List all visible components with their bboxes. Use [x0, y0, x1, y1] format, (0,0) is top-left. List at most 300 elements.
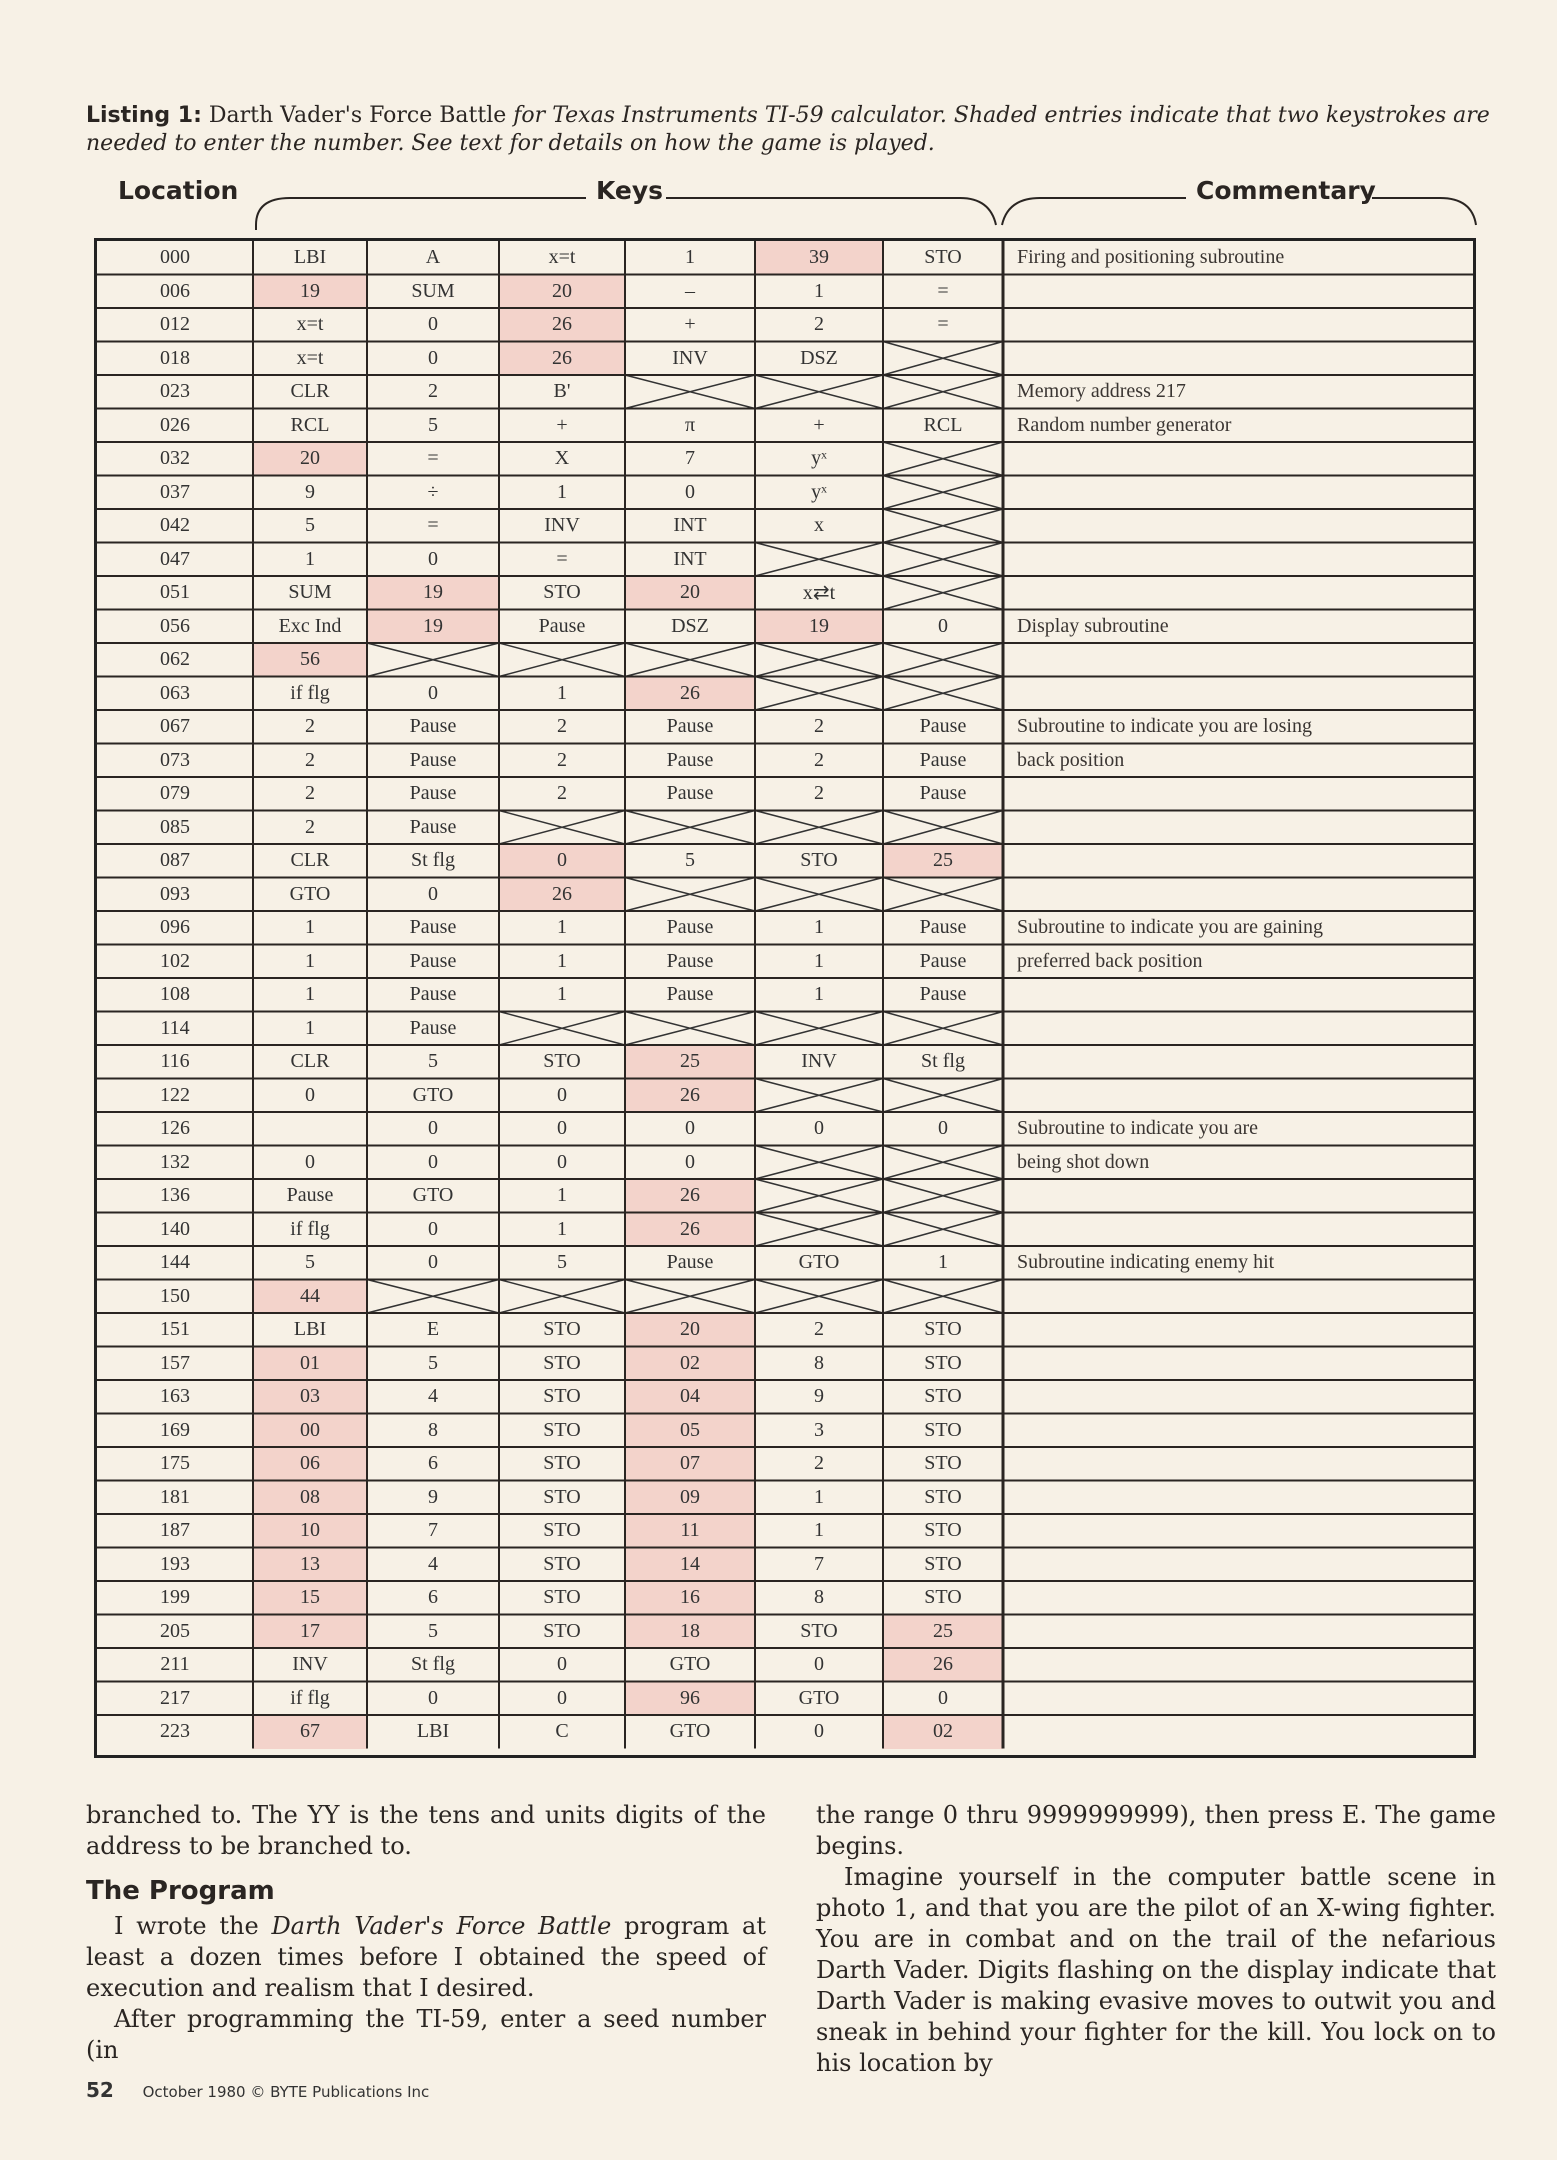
key-cell: 2	[557, 715, 567, 738]
key-cell: 6	[428, 1586, 438, 1609]
page-number: 52	[86, 2078, 114, 2102]
key-cell: LBI	[293, 246, 327, 269]
key-cell: 2	[814, 1452, 824, 1475]
key-cell: C	[555, 1720, 569, 1743]
location-cell: 157	[160, 1351, 190, 1374]
commentary-cell: preferred back position	[1017, 949, 1203, 972]
key-cell: Pause	[409, 782, 457, 805]
key-cell: 2	[814, 1318, 824, 1341]
key-cell: 1	[814, 983, 824, 1006]
key-cell: 00	[253, 1414, 367, 1448]
key-cell: GTO	[289, 882, 331, 905]
key-cell: A	[425, 246, 441, 269]
key-cell: 1	[305, 547, 315, 570]
key-cell: Pause	[666, 1251, 714, 1274]
key-cell: 26	[625, 1079, 755, 1113]
key-cell: 0	[814, 1117, 824, 1140]
key-cell: STO	[543, 581, 581, 604]
header-braces	[0, 180, 1557, 230]
key-cell: 0	[428, 1117, 438, 1140]
key-cell: Pause	[409, 916, 457, 939]
key-cell: 0	[305, 1083, 315, 1106]
key-cell: Pause	[666, 983, 714, 1006]
key-cell: 03	[253, 1380, 367, 1414]
location-cell: 037	[160, 480, 190, 503]
page-footer	[86, 2078, 429, 2102]
location-cell: 085	[160, 815, 190, 838]
key-cell: 0	[557, 1117, 567, 1140]
key-cell: GTO	[669, 1720, 711, 1743]
key-cell: 19	[367, 610, 499, 644]
location-cell: 063	[160, 681, 190, 704]
location-cell: 062	[160, 648, 190, 671]
program-listing-table	[94, 238, 1476, 1758]
keys-brace-right	[666, 198, 996, 225]
key-cell: STO	[543, 1485, 581, 1508]
key-cell: 2	[814, 715, 824, 738]
key-cell: 7	[685, 447, 695, 470]
key-cell: 26	[499, 342, 625, 376]
key-cell: 14	[625, 1548, 755, 1582]
key-cell: 26	[625, 1179, 755, 1213]
key-cell: 5	[305, 1251, 315, 1274]
key-cell: Pause	[538, 614, 586, 637]
key-cell: 67	[253, 1715, 367, 1749]
caption-for: for	[513, 103, 546, 128]
key-cell: 17	[253, 1615, 367, 1649]
commentary-cell: Random number generator	[1017, 413, 1232, 436]
key-cell: x	[814, 514, 824, 537]
key-cell: 13	[253, 1548, 367, 1582]
key-cell: x=t	[548, 246, 576, 269]
key-cell: SUM	[411, 279, 455, 302]
location-cell: 026	[160, 413, 190, 436]
key-cell: 06	[253, 1447, 367, 1481]
location-cell: 023	[160, 380, 190, 403]
key-cell: 2	[814, 748, 824, 771]
key-cell: STO	[800, 849, 838, 872]
key-cell: 3	[814, 1418, 824, 1441]
key-cell: =	[937, 313, 949, 336]
key-cell: =	[427, 447, 439, 470]
key-cell: Pause	[409, 715, 457, 738]
key-cell: 1	[814, 916, 824, 939]
keys-brace-left	[256, 198, 586, 230]
key-cell: 5	[428, 1619, 438, 1642]
key-cell: 7	[814, 1552, 824, 1575]
key-cell: STO	[543, 1385, 581, 1408]
key-cell: STO	[924, 1519, 962, 1542]
key-cell: 07	[625, 1447, 755, 1481]
key-cell: 1	[814, 1485, 824, 1508]
key-cell: INT	[673, 514, 707, 537]
key-cell: 0	[557, 1653, 567, 1676]
key-cell: GTO	[412, 1083, 454, 1106]
location-cell: 151	[160, 1318, 190, 1341]
key-cell: 0	[685, 1150, 695, 1173]
key-cell: INV	[544, 514, 580, 537]
key-cell: 01	[253, 1347, 367, 1381]
location-cell: 093	[160, 882, 190, 905]
location-cell: 096	[160, 916, 190, 939]
key-cell: STO	[543, 1050, 581, 1073]
commentary-cell: Subroutine to indicate you are gaining	[1017, 916, 1324, 939]
key-cell: 2	[305, 715, 315, 738]
key-cell: 0	[557, 1150, 567, 1173]
key-cell: STO	[543, 1519, 581, 1542]
location-cell: 047	[160, 547, 190, 570]
commentary-cell: Memory address 217	[1017, 380, 1186, 403]
location-cell: 150	[160, 1284, 190, 1307]
key-cell: CLR	[290, 380, 330, 403]
key-cell: STO	[543, 1552, 581, 1575]
key-cell: SUM	[288, 581, 332, 604]
key-cell: 9	[305, 480, 315, 503]
key-cell: 0	[814, 1720, 824, 1743]
key-cell: LBI	[416, 1720, 450, 1743]
location-cell: 018	[160, 346, 190, 369]
key-cell: 19	[755, 610, 883, 644]
key-cell: St flg	[411, 849, 455, 872]
location-cell: 211	[160, 1653, 190, 1676]
key-cell: X	[554, 447, 570, 470]
key-cell: 20	[625, 576, 755, 610]
key-cell: 2	[557, 782, 567, 805]
key-cell: 10	[253, 1514, 367, 1548]
key-cell: x=t	[296, 346, 324, 369]
key-cell: Pause	[666, 715, 714, 738]
paragraph-imagine: Imagine yourself in the computer battle scene in photo 1, and that you are the pilot of an X-wing fighter. You are in combat and on the trail of the nefarious Darth Vader. Digits flashing on the display indicate that Darth Vader is making evasive moves to outwit you and sneak in behind your fighter for the kill. You lock on to his location by	[816, 1863, 1496, 2077]
commentary-cell: Subroutine to indicate you are losing	[1017, 715, 1312, 738]
key-cell: STO	[924, 246, 962, 269]
commentary-cell: being shot down	[1017, 1150, 1150, 1173]
key-cell: 1	[938, 1251, 948, 1274]
key-cell: 02	[883, 1715, 1003, 1749]
key-cell: 44	[253, 1280, 367, 1314]
key-cell: STO	[924, 1485, 962, 1508]
key-cell: 2	[814, 782, 824, 805]
key-cell: 19	[253, 275, 367, 309]
key-cell: Pause	[409, 815, 457, 838]
key-cell: 0	[428, 1150, 438, 1173]
key-cell: 2	[305, 815, 315, 838]
key-cell: 5	[428, 1351, 438, 1374]
key-cell: 1	[814, 949, 824, 972]
key-cell: 1	[305, 949, 315, 972]
key-cell: 0	[557, 1083, 567, 1106]
key-cell: 0	[428, 346, 438, 369]
key-cell: 1	[557, 681, 567, 704]
key-cell: =	[556, 547, 568, 570]
key-cell: 20	[625, 1313, 755, 1347]
location-cell: 073	[160, 748, 190, 771]
caption-product: Texas Instruments TI-59 calculator.	[552, 103, 947, 128]
key-cell: x=t	[296, 313, 324, 336]
key-cell: 7	[428, 1519, 438, 1542]
location-cell: 102	[160, 949, 190, 972]
key-cell: 0	[938, 614, 948, 637]
key-cell: 08	[253, 1481, 367, 1515]
key-cell: DSZ	[671, 614, 709, 637]
listing-caption	[86, 102, 1496, 158]
key-cell: STO	[543, 1418, 581, 1441]
commentary-cell: Subroutine indicating enemy hit	[1017, 1251, 1275, 1274]
key-cell: 04	[625, 1380, 755, 1414]
key-cell: 16	[625, 1581, 755, 1615]
paragraph-program	[86, 1911, 766, 2004]
key-cell: =	[937, 279, 949, 302]
key-cell: Pause	[409, 983, 457, 1006]
key-cell: 26	[499, 878, 625, 912]
key-cell: STO	[543, 1351, 581, 1374]
key-cell: Pause	[666, 916, 714, 939]
location-cell: 187	[160, 1519, 190, 1542]
location-cell: 136	[160, 1184, 190, 1207]
key-cell: Pause	[286, 1184, 334, 1207]
key-cell: 26	[625, 677, 755, 711]
key-cell: 2	[305, 748, 315, 771]
key-cell: RCL	[923, 413, 963, 436]
location-cell: 181	[160, 1485, 190, 1508]
header-location: Location	[118, 176, 239, 205]
key-cell: yˣ	[811, 447, 827, 470]
key-cell: CLR	[290, 1050, 330, 1073]
key-cell: Pause	[919, 715, 967, 738]
header-commentary: Commentary	[1196, 176, 1376, 205]
paragraph-program-title: Darth Vader's Force Battle	[271, 1912, 612, 1940]
commentary-cell: Display subroutine	[1017, 614, 1169, 637]
key-cell: RCL	[290, 413, 330, 436]
paragraph-range: the range 0 thru 9999999999), then press E. The game begins.	[816, 1801, 1496, 1860]
key-cell: STO	[924, 1351, 962, 1374]
key-cell: Pause	[409, 748, 457, 771]
key-cell: B'	[553, 380, 571, 403]
key-cell: 39	[755, 241, 883, 275]
key-cell: 26	[625, 1213, 755, 1247]
key-cell: 9	[814, 1385, 824, 1408]
commentary-cell: back position	[1017, 748, 1125, 771]
key-cell: 25	[883, 844, 1003, 878]
location-cell: 087	[160, 849, 190, 872]
key-cell: 0	[428, 681, 438, 704]
key-cell: if flg	[290, 1686, 330, 1709]
location-cell: 217	[160, 1686, 190, 1709]
key-cell: St flg	[411, 1653, 455, 1676]
location-cell: 163	[160, 1385, 190, 1408]
key-cell: STO	[924, 1452, 962, 1475]
table-grid	[97, 241, 1473, 1755]
caption-label: Listing 1:	[86, 103, 202, 128]
key-cell: 26	[883, 1648, 1003, 1682]
key-cell: 56	[253, 643, 367, 677]
key-cell: Pause	[919, 782, 967, 805]
location-cell: 140	[160, 1217, 190, 1240]
key-cell: GTO	[669, 1653, 711, 1676]
key-cell: Pause	[666, 949, 714, 972]
location-cell: 000	[160, 246, 190, 269]
location-cell: 006	[160, 279, 190, 302]
key-cell: Pause	[919, 983, 967, 1006]
location-cell: 116	[160, 1050, 190, 1073]
paragraph-branched: branched to. The YY is the tens and units digits of the address to be branched to.	[86, 1801, 766, 1860]
location-cell: 114	[160, 1016, 190, 1039]
key-cell: 1	[557, 480, 567, 503]
key-cell: 1	[814, 1519, 824, 1542]
key-cell: GTO	[798, 1251, 840, 1274]
key-cell: 0	[685, 1117, 695, 1140]
caption-rest: Shaded entries indicate that two keystrokes are needed to enter the number. See text for details on how the game is played.	[86, 103, 1490, 156]
key-cell: STO	[924, 1586, 962, 1609]
key-cell: 19	[367, 576, 499, 610]
key-cell: 1	[557, 949, 567, 972]
location-cell: 132	[160, 1150, 190, 1173]
key-cell: –	[685, 279, 695, 302]
key-cell: 0	[938, 1686, 948, 1709]
key-cell: STO	[924, 1418, 962, 1441]
location-cell: 042	[160, 514, 190, 537]
key-cell: 0	[814, 1653, 824, 1676]
location-cell: 108	[160, 983, 190, 1006]
location-cell: 032	[160, 447, 190, 470]
location-cell: 144	[160, 1251, 190, 1274]
location-cell: 079	[160, 782, 190, 805]
caption-title: Darth Vader's Force Battle	[208, 103, 507, 128]
location-cell: 126	[160, 1117, 190, 1140]
key-cell: 0	[938, 1117, 948, 1140]
location-cell: 051	[160, 581, 190, 604]
key-cell: 5	[428, 413, 438, 436]
key-cell: yˣ	[811, 480, 827, 503]
key-cell: INV	[292, 1653, 328, 1676]
key-cell: 25	[883, 1615, 1003, 1649]
key-cell: if flg	[290, 681, 330, 704]
key-cell: LBI	[293, 1318, 327, 1341]
key-cell: 26	[499, 308, 625, 342]
location-cell: 199	[160, 1586, 190, 1609]
key-cell: =	[427, 514, 439, 537]
key-cell: 8	[814, 1351, 824, 1374]
key-cell: 1	[557, 1184, 567, 1207]
key-cell: STO	[924, 1318, 962, 1341]
key-cell: STO	[924, 1552, 962, 1575]
key-cell: 8	[428, 1418, 438, 1441]
key-cell: 5	[305, 514, 315, 537]
key-cell: 1	[814, 279, 824, 302]
key-cell: Exc Ind	[278, 614, 342, 637]
key-cell: STO	[800, 1619, 838, 1642]
section-heading: The Program	[86, 1876, 275, 1906]
key-cell: STO	[543, 1619, 581, 1642]
key-cell: 0	[499, 844, 625, 878]
key-cell: 0	[557, 1686, 567, 1709]
key-cell: 0	[428, 882, 438, 905]
key-cell: 0	[428, 313, 438, 336]
key-cell: ÷	[427, 480, 439, 503]
commentary-brace-right	[1372, 198, 1476, 225]
text-column-left	[86, 1800, 766, 2066]
key-cell: 05	[625, 1414, 755, 1448]
location-cell: 193	[160, 1552, 190, 1575]
key-cell: 1	[685, 246, 695, 269]
location-cell: 056	[160, 614, 190, 637]
key-cell: +	[813, 413, 825, 436]
header-keys: Keys	[596, 176, 664, 205]
location-cell: 012	[160, 313, 190, 336]
key-cell: 1	[557, 983, 567, 1006]
location-cell: 169	[160, 1418, 190, 1441]
key-cell: +	[556, 413, 568, 436]
key-cell: 2	[428, 380, 438, 403]
key-cell: 18	[625, 1615, 755, 1649]
key-cell: Pause	[919, 916, 967, 939]
key-cell: E	[426, 1318, 440, 1341]
key-cell: 11	[625, 1514, 755, 1548]
key-cell: INV	[801, 1050, 837, 1073]
key-cell: 6	[428, 1452, 438, 1475]
paragraph-program-pre: I wrote the	[114, 1912, 259, 1940]
key-cell: π	[684, 413, 696, 436]
key-cell: 8	[814, 1586, 824, 1609]
key-cell: 09	[625, 1481, 755, 1515]
key-cell: 5	[557, 1251, 567, 1274]
key-cell: 0	[428, 1217, 438, 1240]
key-cell: if flg	[290, 1217, 330, 1240]
location-cell: 223	[160, 1720, 190, 1743]
key-cell: 15	[253, 1581, 367, 1615]
key-cell: 02	[625, 1347, 755, 1381]
commentary-cell: Subroutine to indicate you are	[1017, 1117, 1259, 1140]
key-cell: Pause	[409, 1016, 457, 1039]
text-column-right	[816, 1800, 1496, 2079]
key-cell: 2	[305, 782, 315, 805]
key-cell: 5	[428, 1050, 438, 1073]
key-cell: 1	[305, 1016, 315, 1039]
key-cell: 0	[685, 480, 695, 503]
key-cell: 2	[557, 748, 567, 771]
key-cell: 5	[685, 849, 695, 872]
paragraph-seed: After programming the TI-59, enter a seed number (in	[86, 2005, 766, 2064]
key-cell: 25	[625, 1045, 755, 1079]
key-cell: STO	[543, 1586, 581, 1609]
location-cell: 122	[160, 1083, 190, 1106]
key-cell: 1	[557, 1217, 567, 1240]
key-cell: GTO	[412, 1184, 454, 1207]
key-cell: +	[684, 313, 696, 336]
key-cell: GTO	[798, 1686, 840, 1709]
key-cell: 0	[428, 547, 438, 570]
key-cell: 4	[428, 1552, 438, 1575]
key-cell: 1	[305, 916, 315, 939]
key-cell: Pause	[919, 949, 967, 972]
issue-line: October 1980 © BYTE Publications Inc	[142, 2083, 430, 2101]
key-cell: Pause	[919, 748, 967, 771]
key-cell: 0	[428, 1251, 438, 1274]
key-cell: x⇄t	[802, 582, 836, 605]
key-cell: STO	[543, 1452, 581, 1475]
paragraph-program-post: program at least a dozen times before I obtained the speed of execution and realism that I desired.	[86, 1912, 766, 2002]
key-cell: 1	[305, 983, 315, 1006]
key-cell: 20	[253, 442, 367, 476]
key-cell: STO	[543, 1318, 581, 1341]
key-cell: Pause	[666, 748, 714, 771]
key-cell: 1	[557, 916, 567, 939]
key-cell: CLR	[290, 849, 330, 872]
key-cell: 0	[305, 1150, 315, 1173]
key-cell: St flg	[921, 1050, 965, 1073]
key-cell: Pause	[409, 949, 457, 972]
location-cell: 067	[160, 715, 190, 738]
commentary-cell: Firing and positioning subroutine	[1017, 246, 1285, 269]
